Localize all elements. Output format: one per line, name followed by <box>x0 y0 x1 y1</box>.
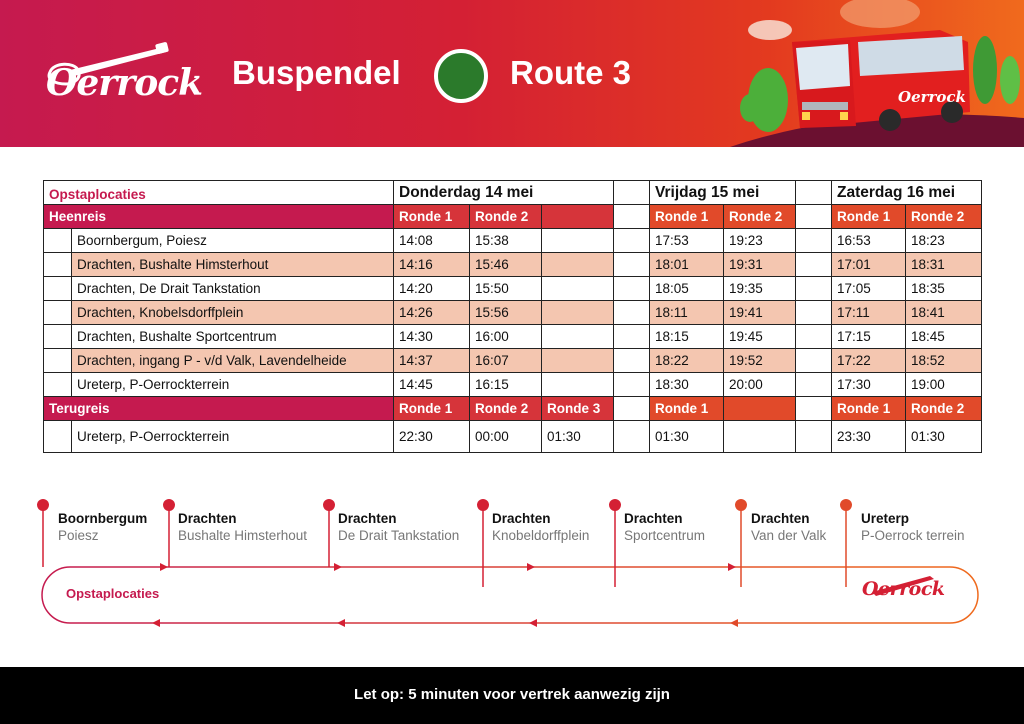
route-diagram <box>0 490 1024 640</box>
page-title-route: Route 3 <box>510 54 632 91</box>
footer-bar <box>0 667 1024 724</box>
route-logo: Oerrock <box>862 578 945 600</box>
table-row: Ureterp, P-Oerrockterrein 14:45 16:15 18:30 20:00 17:30 19:00 <box>44 373 982 397</box>
table-row: Drachten, Knobelsdorffplein 14:26 15:56 18:11 19:41 17:11 18:41 <box>44 301 982 325</box>
page-title-buspendel: Buspendel <box>232 54 401 91</box>
footer-notice: Let op: 5 minuten voor vertrek aanwezig zijn <box>354 686 670 703</box>
stop-sub-3: De Drait Tankstation <box>338 528 460 543</box>
route-label: Opstaplocaties <box>66 586 160 601</box>
outbound-band: Heenreis Ronde 1 Ronde 2 Ronde 1 Ronde 2 Ronde 1 Ronde 2 <box>44 205 982 229</box>
stop-sub-7: P-Oerrock terrein <box>861 528 965 543</box>
stop-name-6: Drachten <box>751 511 810 526</box>
route-color-dot <box>434 49 488 103</box>
locations-header: Opstaplocaties <box>44 181 394 205</box>
header-banner <box>0 0 1024 147</box>
day-friday: Vrijdag 15 mei <box>650 181 796 205</box>
table-row: Drachten, Bushalte Himsterhout 14:16 15:46 18:01 19:31 17:01 18:31 <box>44 253 982 277</box>
day-header-row <box>44 181 982 205</box>
stop-sub-6: Van der Valk <box>751 528 827 543</box>
stop-name-4: Drachten <box>492 511 551 526</box>
day-saturday: Zaterdag 16 mei <box>832 181 982 205</box>
table-row: Drachten, Bushalte Sportcentrum 14:30 16:00 18:15 19:45 17:15 18:45 <box>44 325 982 349</box>
stop-sub-1: Poiesz <box>58 528 99 543</box>
table-row: Drachten, De Drait Tankstation 14:20 15:50 18:05 19:35 17:05 18:35 <box>44 277 982 301</box>
stop-sub-4: Knobeldorffplein <box>492 528 590 543</box>
stop-name-1: Boornbergum <box>58 511 148 526</box>
stop-name-5: Drachten <box>624 511 683 526</box>
stop-name-2: Drachten <box>178 511 237 526</box>
stop-sub-2: Bushalte Himsterhout <box>178 528 308 543</box>
table-row: Boornbergum, Poiesz 14:08 15:38 17:53 19:23 16:53 18:23 <box>44 229 982 253</box>
schedule-table <box>43 180 982 453</box>
bus-logo-text: Oerrock <box>898 88 966 106</box>
logo-text: Oerrock <box>46 62 203 104</box>
stop-sub-5: Sportcentrum <box>624 528 706 543</box>
return-label: Terugreis <box>44 397 394 421</box>
table-row: Drachten, ingang P - v/d Valk, Lavendelheide 14:37 16:07 18:22 19:52 17:22 18:52 <box>44 349 982 373</box>
outbound-label: Heenreis <box>44 205 394 229</box>
return-band: Terugreis Ronde 1 Ronde 2 Ronde 3 Ronde 1 Ronde 1 Ronde 2 <box>44 397 982 421</box>
table-row: Ureterp, P-Oerrockterrein 22:30 00:00 01:30 01:30 23:30 01:30 <box>44 421 982 453</box>
stop-name-3: Drachten <box>338 511 397 526</box>
stop-name-7: Ureterp <box>861 511 910 526</box>
day-thursday: Donderdag 14 mei <box>394 181 614 205</box>
bus-illustration <box>730 0 1024 147</box>
oerrock-logo <box>40 40 203 112</box>
